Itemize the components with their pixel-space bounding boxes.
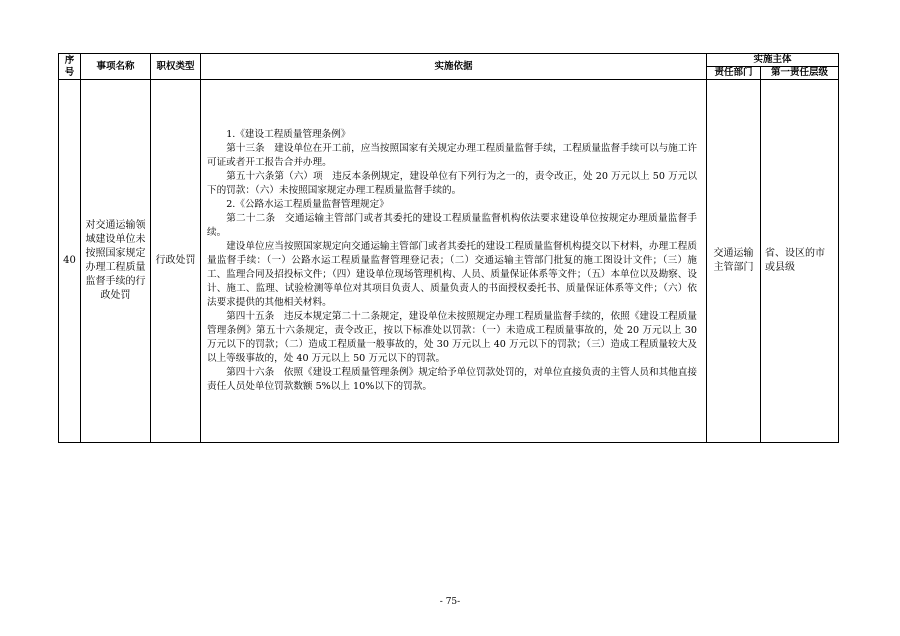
cell-basis [201, 80, 707, 443]
cell-power-type: 行政处罚 [151, 80, 201, 443]
table-row [59, 80, 839, 443]
header-item-name: 事项名称 [81, 54, 151, 80]
header-row-1 [59, 54, 839, 67]
cell-level: 省、设区的市或县级 [761, 80, 839, 443]
header-department: 责任部门 [707, 67, 761, 80]
basis-paragraph: 2.《公路水运工程质量监督管理规定》 [226, 199, 389, 210]
basis-paragraph: 第二十二条 交通运输主管部门或者其委托的建设工程质量监督机构依法要求建设单位按规定办理质量监督手续。 [207, 213, 697, 238]
basis-paragraph: 第四十五条 违反本规定第二十二条规定，建设单位未按照规定办理工程质量监督手续的，依照《建设工程质量管理条例》第五十六条规定，责令改正，按以下标准处以罚款：（一）未造成工程质量事故的，处 20 万元以上 30 万元以下的罚款；（二）造成工程质量一般事故的，处 30 万元以上 40 万元以下的罚款；（三）造成工程质量较大及以上等级事故的，处 40 万元以上 50 万元以下的罚款。 [207, 311, 697, 364]
header-level: 第一责任层级 [761, 67, 839, 80]
table-header [59, 54, 839, 80]
header-index [59, 54, 81, 80]
page-number: - 75- [439, 597, 461, 607]
basis-paragraph: 第四十六条 依照《建设工程质量管理条例》规定给予单位罚款处罚的，对单位直接负责的主管人员和其他直接责任人员处单位罚款数额 5%以上 10%以下的罚款。 [207, 367, 697, 392]
authority-table [58, 53, 839, 443]
cell-index: 40 [59, 80, 81, 443]
basis-paragraph: 建设单位应当按照国家规定向交通运输主管部门或者其委托的建设工程质量监督机构提交以下材料，办理工程质量监督手续：（一）公路水运工程质量监督管理登记表；（二）交通运输主管部门批复的施工图设计文件；（三）施工、监理合同及招投标文件；（四）建设单位现场管理机构、人员、质量保证体系等文件；（五）本单位以及勘察、设计、施工、监理、试验检测等单位对其项目负责人、质量负责人的书面授权委托书、质量保证体系等文件；（六）依法要求提供的其他相关材料。 [207, 241, 697, 308]
basis-text [201, 128, 706, 394]
header-subject: 实施主体 [707, 54, 839, 67]
basis-paragraph: 第十三条 建设单位在开工前，应当按照国家有关规定办理工程质量监督手续，工程质量监督手续可以与施工许可证或者开工报告合并办理。 [207, 143, 697, 168]
cell-department: 交通运输主管部门 [707, 80, 761, 443]
basis-paragraph: 第五十六条第（六）项 违反本条例规定，建设单位有下列行为之一的，责令改正，处 20 万元以上 50 万元以下的罚款：（六）未按照国家规定办理工程质量监督手续的。 [207, 171, 697, 196]
header-power-type: 职权类型 [151, 54, 201, 80]
cell-item-name: 对交通运输领域建设单位未按照国家规定办理工程质量监督手续的行政处罚 [81, 80, 151, 443]
basis-paragraph: 1.《建设工程质量管理条例》 [226, 129, 351, 140]
header-basis: 实施依据 [201, 54, 707, 80]
table-body [59, 80, 839, 443]
header-index-label: 序号 [64, 54, 75, 78]
